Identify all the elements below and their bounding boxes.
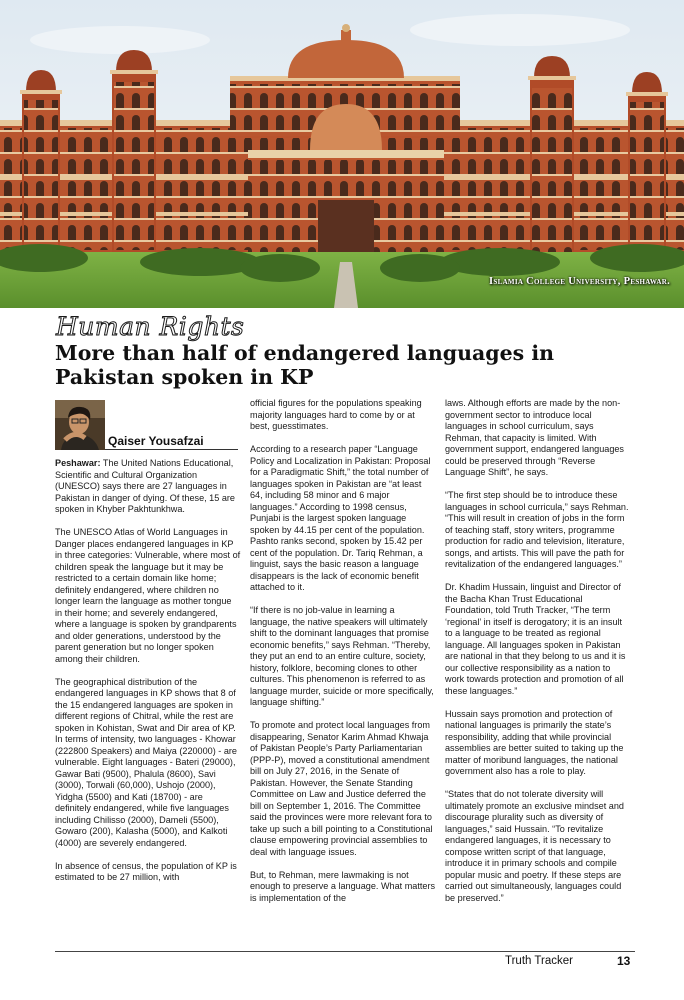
paragraph: According to a research paper “Language Policy and Localization in Pakistan: Proposal for a Paradigmatic Shift,” the total number of languages spoken in Pakistan are “at least 64, including 58 minor and 6 major languages.” According to 1998 census, Punjabi is the largest spoken language spoken by 44.15 per cent of the population. Pashto ranks second, spoken by 15.42 per cent of the population. Dr. Tariq Rehman, a linguist, says the basic reason a language disappears is the lack of economic benefit attached to it. — [250, 444, 431, 592]
paragraph: In absence of census, the population of KP is estimated to be 27 million, with — [55, 860, 237, 882]
paragraph: But, to Rehman, mere lawmaking is not enough to preserve a language. What matters is implementation of the — [250, 869, 436, 903]
footer-divider — [55, 951, 635, 952]
article-headline: More than half of endangered languages in Pakistan spoken in KP — [55, 341, 555, 389]
paragraph: Hussain says promotion and protection of national languages is primarily the state’s responsibility, adding that while provincial assemblies are better suited to taking up the matter of moribund languages, the national government also has a role to play. — [445, 708, 624, 776]
paragraph: official figures for the populations speaking majority languages hard to come by or at best, guesstimates. — [250, 398, 422, 431]
paragraph: laws. Although efforts are made by the non-government sector to introduce local languages in school curriculum, says Rehman, that capacity is limited. With government support, endangered languages could be preserved through “Reverse Language Shift”, he says. — [445, 398, 624, 477]
paragraph: The geographical distribution of the endangered languages in KP shows that 8 of the 15 endangered languages are spoken in different regions of Chitral, while the rest are spoken in Kohistan, Swat and Dir area of KP. In terms of intensity, two languages - Khowar (222800 Speakers) and Maiya (220000) - are vulnerable. Eight languages - Bateri (29000), Gawar Bati (9500), Phalula (8600), Savi (3000), Torwali (60,000), Ushojo (2000), Yidgha (5500) and Kati (18700) - are definitely endangered, while five languages including Chilisso (2000), Dameli (5500), Gowaro (200), Kalasha (5000), and Kalkoti (4000) are severely endangered. — [55, 676, 237, 848]
paragraph: “States that do not tolerate diversity will ultimately promote an exclusive mindset and discourage plurality such as diversity of languages,” said Hussain. “To revitalize endangered languages, it is necessary to compose written script of that language, introduce it in primary schools and compile popular music and poetry. If these steps are carried out simultaneously, languages could be preserved.” — [445, 789, 624, 903]
article-column-3 — [445, 398, 631, 916]
lead-paragraph — [55, 458, 241, 516]
author-divider — [105, 449, 238, 450]
paragraph: Dr. Khadim Hussain, linguist and Director of the Bacha Khan Trust Educational Foundation, told Truth Tracker, “The term ‘regional’ in itself is derogatory; it is an insult to a language to be treated as regional language. All languages spoken in Pakistan are national in that they belong to us and it is our collective responsibility as a nation to work towards protection and promotion of all these languages.” — [445, 582, 626, 696]
dateline: Peshawar: — [55, 458, 101, 468]
hero-photo — [0, 0, 684, 308]
lead-text: The United Nations Educational, Scientific and Cultural Organization (UNESCO) says there are 27 languages in Pakistan in danger of dying. Of these, 15 are spoken in Khyber Pakhtunkhwa. — [55, 458, 235, 514]
paragraph: To promote and protect local languages from disappearing, Senator Karim Ahmad Khwaja of Pakistan People’s Party Parliamentarian (PPP-P), moved a constitutional amendment bill on July 27, 2016, in the Senate of Pakistan. However, the Senate Standing Committee on Law and Justice deferred the bill on September 1, 2016. The Committee said the provinces were more relevant fora to take up such a bill pointing to a Constitutional clause empowering provincial assemblies to deal with language issues. — [250, 720, 433, 857]
college-building-illustration — [0, 0, 684, 308]
article-column-2 — [250, 398, 436, 916]
author-name: Qaiser Yousafzai — [108, 434, 204, 448]
paragraph: The UNESCO Atlas of World Languages in Danger places endangered languages in KP in three categories: Vulnerable, where most of children speak the language but it may be restricted to a certain domain like home; definitely endangered, where children no longer learn the language as mother tongue in their home; and severely endangered, where a language is spoken by grandparents and older generations, understood by the parent generation but no longer spoken among their children. — [55, 527, 241, 664]
section-label: Human Rights — [56, 312, 245, 341]
paragraph: “If there is no job-value in learning a language, the native speakers will ultimately shift to the dominant languages that promise economic benefits,” says Rehman. “Thereby, they put an end to an entire culture, society, history, folklore, becoming clones to other cultures. This phenomenon is referred to as language murder, suicide or more specifically, language shifting.” — [250, 605, 434, 707]
photo-caption: Islamia College University, Peshawar. — [489, 276, 670, 287]
page-number: 13 — [617, 954, 631, 968]
article-column-1 — [55, 458, 241, 895]
author-avatar — [55, 400, 105, 450]
paragraph: “The first step should be to introduce these languages in school curricula,” says Rehman. “This will result in creation of jobs in the form of teaching staff, story writers, programme production for radio and television, literature, songs, and artists. This will pave the path for revitalization of the endangered languages.” — [445, 490, 629, 569]
publication-name: Truth Tracker — [505, 955, 573, 967]
